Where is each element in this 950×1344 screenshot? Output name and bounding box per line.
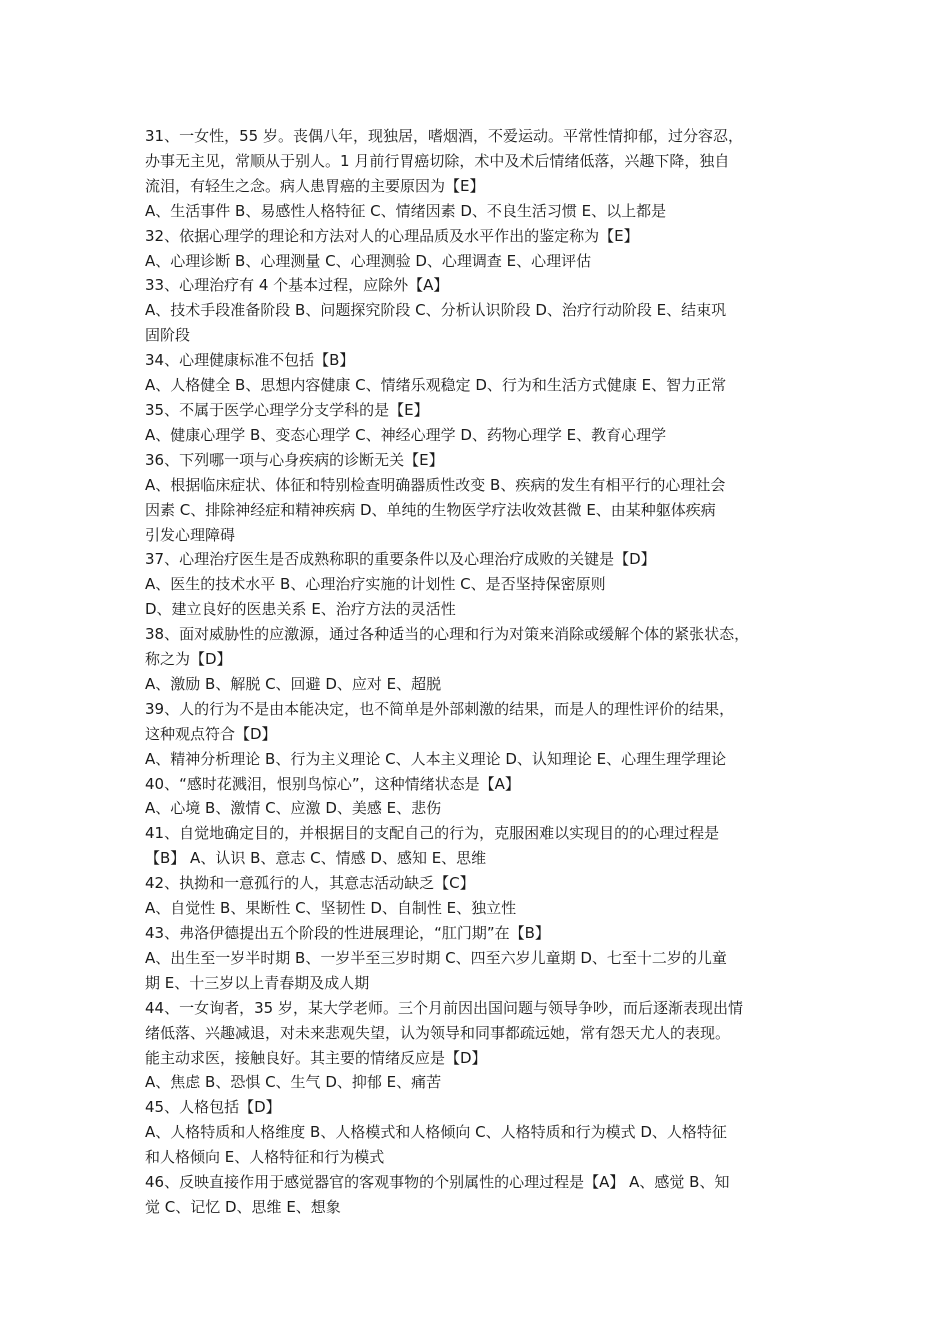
question-40-stem: 40、“感时花溅泪，恨别鸟惊心”，这种情绪状态是【A】 [145, 774, 520, 793]
question-44-stem: 能主动求医，接触良好。其主要的情绪反应是【D】 [145, 1048, 487, 1067]
question-41-stem: 41、自觉地确定目的，并根据目的支配自己的行为，克服困难以实现目的的心理过程是 [145, 824, 720, 843]
question-46-stem: 46、反映直接作用于感觉器官的客观事物的个别属性的心理过程是【A】 A、感觉 B、知 [145, 1173, 730, 1192]
question-37-stem: 37、心理治疗医生是否成熟称职的重要条件以及心理治疗成败的关键是【D】 [145, 550, 656, 569]
question-34-options: A、人格健全 B、思想内容健康 C、情绪乐观稳定 D、行为和生活方式健康 E、智力正常 [145, 376, 727, 395]
question-32-stem: 32、依据心理学的理论和方法对人的心理品质及水平作出的鉴定称为【E】 [145, 226, 639, 245]
question-32-options: A、心理诊断 B、心理测量 C、心理测验 D、心理调查 E、心理评估 [145, 251, 592, 270]
question-39-stem: 39、人的行为不是由本能决定，也不简单是外部刺激的结果，而是人的理性评价的结果， [145, 699, 735, 718]
question-42-stem: 42、执拗和一意孤行的人，其意志活动缺乏【C】 [145, 874, 475, 893]
question-45-stem: 45、人格包括【D】 [145, 1098, 281, 1117]
question-45-options: 和人格倾向 E、人格特征和行为模式 [145, 1148, 385, 1167]
question-44-stem: 44、一女询者，35 岁，某大学老师。三个月前因出国问题与领导争吵，而后逐渐表现出情 [145, 998, 743, 1017]
question-33-options: A、技术手段准备阶段 B、问题探究阶段 C、分析认识阶段 D、治疗行动阶段 E、结束巩 [145, 301, 727, 320]
question-45-options: A、人格特质和人格维度 B、人格模式和人格倾向 C、人格特质和行为模式 D、人格特征 [145, 1123, 727, 1142]
question-40-options: A、心境 B、激情 C、应激 D、美感 E、悲伤 [145, 799, 442, 818]
question-38-stem: 38、面对威胁性的应激源，通过各种适当的心理和行为对策来消除或缓解个体的紧张状态， [145, 625, 750, 644]
question-38-stem: 称之为【D】 [145, 650, 232, 669]
question-35-stem: 35、不属于医学心理学分支学科的是【E】 [145, 400, 429, 419]
question-36-options: 因素 C、排除神经症和精神疾病 D、单纯的生物医学疗法收效甚微 E、由某种躯体疾病 [145, 500, 716, 519]
question-34-stem: 34、心理健康标准不包括【B】 [145, 351, 355, 370]
question-37-options: D、建立良好的医患关系 E、治疗方法的灵活性 [145, 600, 456, 619]
question-35-options: A、健康心理学 B、变态心理学 C、神经心理学 D、药物心理学 E、教育心理学 [145, 425, 667, 444]
question-31-stem: 办事无主见，常顺从于别人。1 月前行胃癌切除，术中及术后情绪低落，兴趣下降，独自 [145, 151, 730, 170]
question-42-options: A、自觉性 B、果断性 C、坚韧性 D、自制性 E、独立性 [145, 899, 517, 918]
question-43-stem: 43、弗洛伊德提出五个阶段的性进展理论，“肛门期”在【B】 [145, 924, 550, 942]
question-31-stem: 流泪，有轻生之念。病人患胃癌的主要原因为【E】 [145, 176, 485, 195]
question-46-options: 觉 C、记忆 D、思维 E、想象 [145, 1197, 341, 1216]
question-37-options: A、医生的技术水平 B、心理治疗实施的计划性 C、是否坚持保密原则 [145, 575, 606, 594]
question-33-stem: 33、心理治疗有 4 个基本过程，应除外【A】 [145, 276, 449, 295]
question-44-options: A、焦虑 B、恐惧 C、生气 D、抑郁 E、痛苦 [145, 1073, 442, 1092]
question-44-stem: 绪低落、兴趣减退，对未来悲观失望，认为领导和同事都疏远她，常有怨天尤人的表现。 [145, 1023, 731, 1042]
question-36-stem: 36、下列哪一项与心身疾病的诊断无关【E】 [145, 450, 444, 469]
question-39-options: A、精神分析理论 B、行为主义理论 C、人本主义理论 D、认知理论 E、心理生理学理论 [145, 749, 727, 768]
question-31-stem: 31、一女性，55 岁。丧偶八年，现独居，嗜烟酒，不爱运动。平常性情抑郁，过分容忍， [145, 127, 743, 145]
question-41-options: 【B】 A、认识 B、意志 C、情感 D、感知 E、思维 [145, 849, 487, 868]
question-36-options: A、根据临床症状、体征和特别检查明确器质性改变 B、疾病的发生有相平行的心理社会 [145, 475, 726, 494]
question-31-options: A、生活事件 B、易感性人格特征 C、情绪因素 D、不良生活习惯 E、以上都是 [145, 201, 667, 220]
question-38-options: A、激励 B、解脱 C、回避 D、应对 E、超脱 [145, 674, 442, 693]
question-33-options: 固阶段 [145, 326, 191, 345]
document-body [145, 124, 815, 1220]
question-36-options: 引发心理障碍 [145, 525, 236, 544]
question-43-options: A、出生至一岁半时期 B、一岁半至三岁时期 C、四至六岁儿童期 D、七至十二岁的儿童 [145, 948, 727, 967]
question-39-stem: 这种观点符合【D】 [145, 724, 277, 743]
question-43-options: 期 E、十三岁以上青春期及成人期 [145, 973, 370, 992]
